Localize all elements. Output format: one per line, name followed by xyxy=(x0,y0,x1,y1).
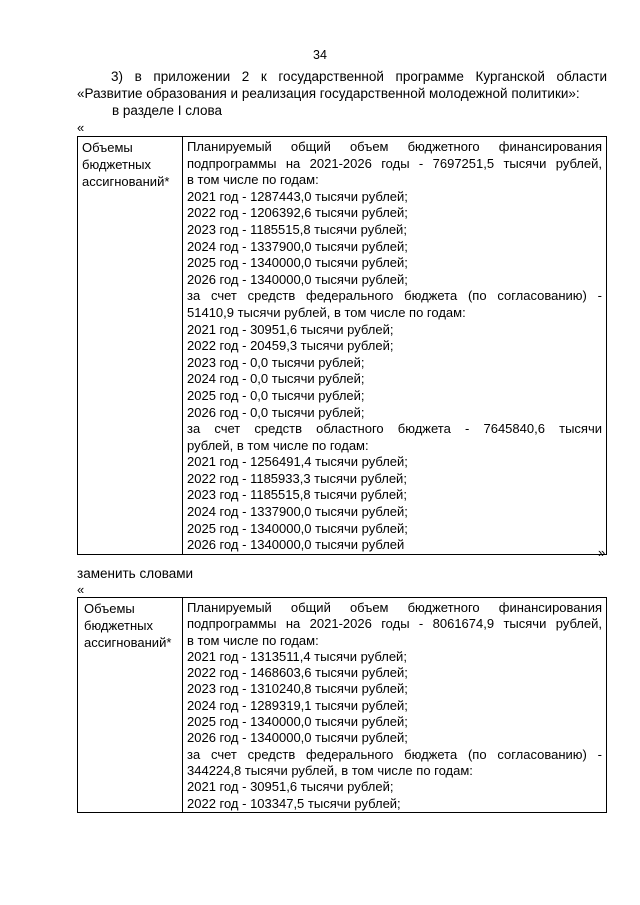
table-line: 2026 год - 0,0 тысячи рублей; xyxy=(187,404,365,420)
table-line: 2024 год - 1337900,0 тысячи рублей; xyxy=(187,504,408,520)
table-line: 2021 год - 1287443,0 тысячи рублей; xyxy=(187,188,408,204)
table-line: 2024 год - 0,0 тысячи рублей; xyxy=(187,371,365,387)
table-line: 51410,9 тысячи рублей, в том числе по годам: xyxy=(187,304,466,320)
table-line: в том числе по годам: xyxy=(187,632,319,648)
table-line: за счет средств федерального бюджета (по согласованию) - xyxy=(187,288,602,304)
table-line: 2021 год - 1313511,4 тысячи рублей; xyxy=(187,648,407,664)
table-line: 2023 год - 0,0 тысячи рублей; xyxy=(187,354,365,370)
table-line: 2026 год - 1340000,0 тысячи рублей xyxy=(187,537,405,553)
table-label: Объемы бюджетных ассигнований* xyxy=(84,601,172,650)
table-label-cell xyxy=(78,137,183,555)
table-row xyxy=(78,598,607,813)
table-line: 2021 год - 30951,6 тысячи рублей; xyxy=(187,779,394,795)
table-content-cell xyxy=(183,137,607,555)
page-number: 34 xyxy=(313,48,327,62)
table-content xyxy=(183,137,606,554)
table-line: подпрограммы на 2021-2026 годы - 7697251,5 тысячи рублей, xyxy=(187,155,602,171)
table-line: 344224,8 тысячи рублей, в том числе по годам: xyxy=(187,762,473,778)
table-line: 2025 год - 1340000,0 тысячи рублей; xyxy=(187,520,408,536)
table-line: 2024 год - 1337900,0 тысячи рублей; xyxy=(187,238,408,254)
table-content xyxy=(183,598,606,812)
table-line: 2025 год - 1340000,0 тысячи рублей; xyxy=(187,714,408,730)
budget-table-new xyxy=(77,597,607,813)
table-line: в том числе по годам: xyxy=(187,172,319,188)
table-content-cell xyxy=(183,598,607,813)
intro-line-1: 3) в приложении 2 к государственной программе Курганской области xyxy=(111,69,607,84)
table-line: 2026 год - 1340000,0 тысячи рублей; xyxy=(187,730,408,746)
table-line: 2024 год - 1289319,1 тысячи рублей; xyxy=(187,697,408,713)
table-label-cell xyxy=(78,598,183,813)
table-label: Объемы бюджетных ассигнований* xyxy=(82,140,170,189)
opening-quote-2: « xyxy=(77,582,85,597)
table-line: 2023 год - 1185515,8 тысячи рублей; xyxy=(187,487,407,503)
table-line: 2023 год - 1185515,8 тысячи рублей; xyxy=(187,221,407,237)
replace-with-text: заменить словами xyxy=(77,566,194,581)
opening-quote-1: « xyxy=(77,120,85,135)
table-line: рублей, в том числе по годам: xyxy=(187,437,369,453)
table-line: Планируемый общий объем бюджетного финансирования xyxy=(187,139,602,154)
table-line: за счет средств областного бюджета - 7645840,6 тысячи xyxy=(187,421,602,437)
intro-line-3: в разделе I слова xyxy=(112,103,223,118)
closing-quote-1: » xyxy=(598,545,606,560)
table-line: 2022 год - 1468603,6 тысячи рублей; xyxy=(187,665,408,681)
table-line: за счет средств федерального бюджета (по согласованию) - xyxy=(187,746,602,762)
table-line: подпрограммы на 2021-2026 годы - 8061674,9 тысячи рублей, xyxy=(187,616,602,632)
intro-line-2: «Развитие образования и реализация государственной молодежной политики»: xyxy=(77,86,580,101)
table-line: 2025 год - 0,0 тысячи рублей; xyxy=(187,387,365,403)
table-line: 2022 год - 20459,3 тысячи рублей; xyxy=(187,338,394,354)
table-line: 2021 год - 1256491,4 тысячи рублей; xyxy=(187,454,408,470)
table-line: 2022 год - 103347,5 тысячи рублей; xyxy=(187,795,401,811)
intro-paragraph xyxy=(77,68,607,119)
table-line: 2022 год - 1206392,6 тысячи рублей; xyxy=(187,205,408,221)
table-line: 2023 год - 1310240,8 тысячи рублей; xyxy=(187,681,408,697)
table-line: Планируемый общий объем бюджетного финансирования xyxy=(187,600,602,615)
table-row xyxy=(78,137,607,555)
table-line: 2025 год - 1340000,0 тысячи рублей; xyxy=(187,255,408,271)
budget-table-old xyxy=(77,136,607,555)
table-line: 2021 год - 30951,6 тысячи рублей; xyxy=(187,321,394,337)
table-line: 2022 год - 1185933,3 тысячи рублей; xyxy=(187,470,407,486)
table-line: 2026 год - 1340000,0 тысячи рублей; xyxy=(187,271,408,287)
